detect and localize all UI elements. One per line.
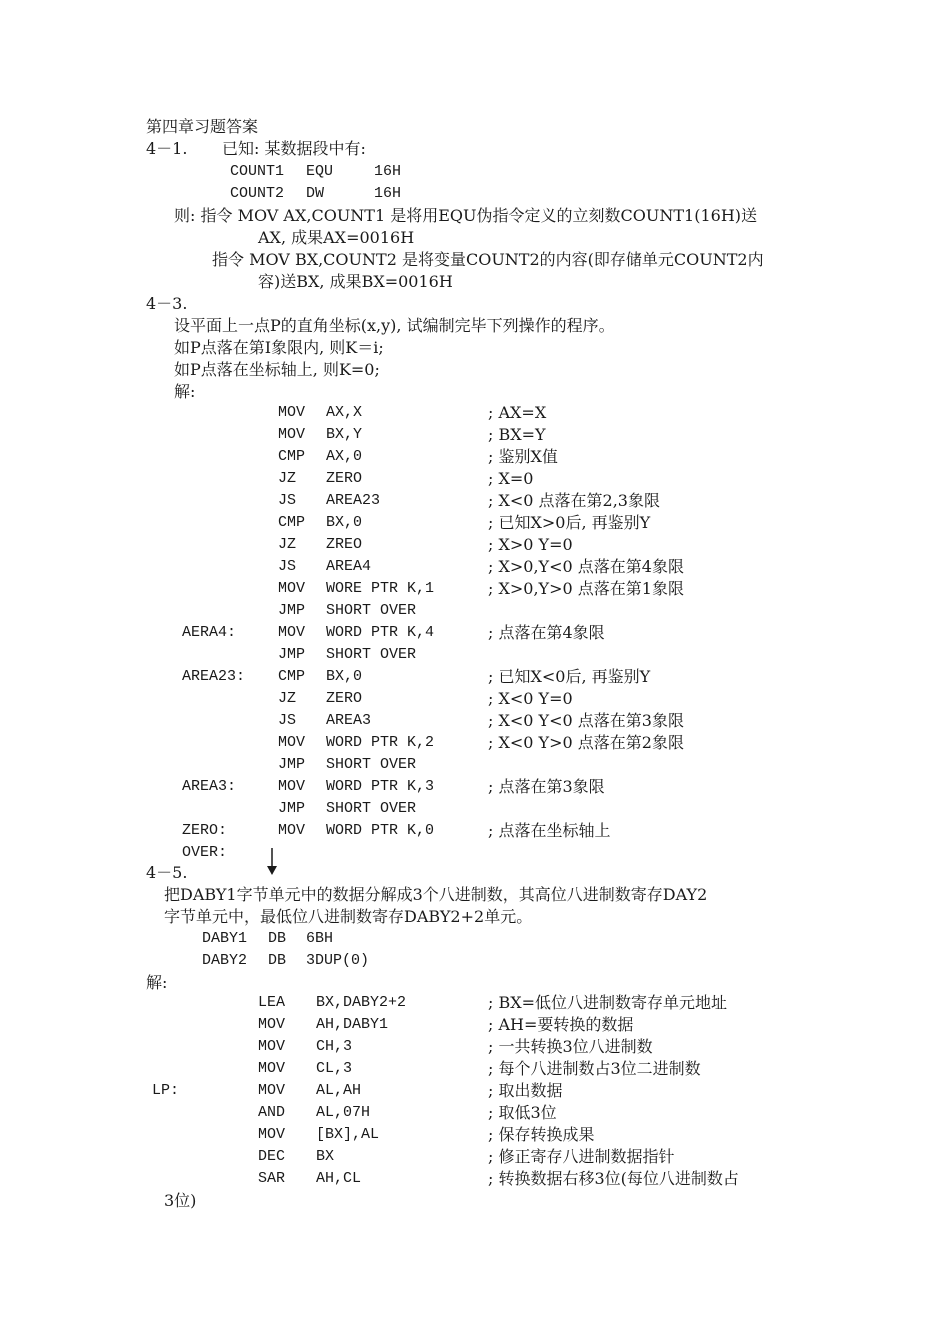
code-op: CMP	[278, 668, 306, 685]
q5-comment-wrap: 3位)	[164, 1191, 197, 1210]
code-arg: WORD PTR K,0	[326, 822, 435, 839]
code-op: JZ	[278, 690, 297, 707]
code-arg: BX	[316, 1148, 335, 1165]
code-comment: ; X<0 Y=0	[488, 689, 573, 708]
q1-intro: 已知: 某数据段中有:	[222, 139, 366, 158]
q5-number: 4－5.	[146, 863, 188, 882]
q1-def-name: COUNT1	[230, 163, 285, 180]
code-arg: BX,Y	[326, 426, 363, 443]
code-op: MOV	[278, 580, 306, 597]
code-arg: WORD PTR K,4	[326, 624, 435, 641]
code-op: JMP	[278, 602, 306, 619]
code-arg: BX,0	[326, 668, 363, 685]
code-comment: ; X>0 Y=0	[488, 535, 573, 554]
q1-answer-line: 指令 MOV BX,COUNT2 是将变量COUNT2的内容(即存储单元COUNT2内	[212, 250, 764, 269]
code-arg: AREA4	[326, 558, 372, 575]
q1-def-op: EQU	[306, 163, 334, 180]
code-op: SAR	[258, 1170, 286, 1187]
q1-def-val: 16H	[374, 163, 402, 180]
code-arg: CH,3	[316, 1038, 353, 1055]
code-op: MOV	[278, 426, 306, 443]
code-arg: WORD PTR K,2	[326, 734, 435, 751]
code-op: JS	[278, 558, 297, 575]
code-op: MOV	[278, 734, 306, 751]
code-op: CMP	[278, 514, 306, 531]
code-label: AREA3:	[182, 778, 237, 795]
code-arg: ZERO	[326, 470, 363, 487]
code-arg: SHORT OVER	[326, 800, 417, 817]
q3-problem-line: 如P点落在坐标轴上, 则K=0;	[174, 360, 380, 379]
code-op: JMP	[278, 756, 306, 773]
code-arg: SHORT OVER	[326, 602, 417, 619]
q5-problem-line: 把DABY1字节单元中的数据分解成3个八进制数，其高位八进制数寄存DAY2	[164, 885, 708, 904]
code-op: MOV	[258, 1016, 286, 1033]
code-op: MOV	[258, 1082, 286, 1099]
code-comment: ; 点落在第3象限	[488, 777, 605, 796]
code-comment: ; BX=低位八进制数寄存单元地址	[488, 993, 728, 1012]
code-arg: AL,07H	[316, 1104, 371, 1121]
code-comment: ; 鉴别X值	[488, 447, 558, 466]
code-comment: ; X=0	[488, 469, 534, 488]
code-arg: CL,3	[316, 1060, 353, 1077]
q5-solution-label: 解:	[146, 973, 168, 992]
q3-problem-line: 如P点落在第Ⅰ象限内, 则K＝i;	[174, 338, 384, 357]
code-arg: BX,0	[326, 514, 363, 531]
code-op: JS	[278, 712, 297, 729]
q1-def-name: COUNT2	[230, 185, 285, 202]
code-arg: WORD PTR K,3	[326, 778, 435, 795]
q3-problem-line: 设平面上一点P的直角坐标(x,y), 试编制完毕下列操作的程序。	[174, 316, 615, 335]
code-op: MOV	[278, 624, 306, 641]
q1-answer-line: 则: 指令 MOV AX,COUNT1 是将用EQU伪指令定义的立刻数COUNT1(16H)送	[174, 206, 758, 225]
code-comment: ; 修正寄存八进制数据指针	[488, 1147, 675, 1166]
code-op: MOV	[278, 404, 306, 421]
code-comment: ; 取出数据	[488, 1081, 563, 1100]
q5-def-op: DB	[268, 952, 287, 969]
code-comment: ; AX=X	[488, 403, 547, 422]
code-comment: ; 已知X<0后, 再鉴别Y	[488, 667, 651, 686]
code-comment: ; 已知X>0后, 再鉴别Y	[488, 513, 651, 532]
code-label: AREA23:	[182, 668, 246, 685]
code-op: JZ	[278, 536, 297, 553]
code-comment: ; AH=要转换的数据	[488, 1015, 634, 1034]
code-op: MOV	[258, 1038, 286, 1055]
q1-answer-line: AX, 成果AX=0016H	[258, 228, 415, 247]
code-label: AERA4:	[182, 624, 237, 641]
code-op: JZ	[278, 470, 297, 487]
code-comment: ; 一共转换3位八进制数	[488, 1037, 653, 1056]
code-comment: ; X>0,Y<0 点落在第4象限	[488, 557, 684, 576]
code-arg: WORE PTR K,1	[326, 580, 435, 597]
code-arg: AH,DABY1	[316, 1016, 389, 1033]
q1-number: 4－1.	[146, 139, 188, 158]
code-op: JMP	[278, 646, 306, 663]
q5-def-val: 6BH	[306, 930, 334, 947]
code-comment: ; 点落在第4象限	[488, 623, 605, 642]
q1-answer-line: 容)送BX, 成果BX=0016H	[258, 272, 453, 291]
code-comment: ; X<0 Y<0 点落在第3象限	[488, 711, 684, 730]
code-comment: ; BX=Y	[488, 425, 546, 444]
code-arg: AX,0	[326, 448, 363, 465]
code-op: MOV	[278, 778, 306, 795]
q5-def-name: DABY2	[202, 952, 248, 969]
code-arg: AREA23	[326, 492, 381, 509]
code-comment: ; 取低3位	[488, 1103, 557, 1122]
code-arg: ZERO	[326, 690, 363, 707]
code-arg: BX,DABY2+2	[316, 994, 407, 1011]
q1-def-val: 16H	[374, 185, 402, 202]
code-op: JMP	[278, 800, 306, 817]
code-op: MOV	[258, 1060, 286, 1077]
code-comment: ; 点落在坐标轴上	[488, 821, 611, 840]
q5-problem-line: 字节单元中，最低位八进制数寄存DABY2+2单元。	[164, 907, 533, 926]
code-arg: AL,AH	[316, 1082, 362, 1099]
code-comment: ; X>0,Y>0 点落在第1象限	[488, 579, 684, 598]
code-comment: ; X<0 点落在第2,3象限	[488, 491, 660, 510]
q5-def-val: 3DUP(0)	[306, 952, 370, 969]
code-op: JS	[278, 492, 297, 509]
down-arrow-icon	[265, 848, 279, 876]
q5-def-name: DABY1	[202, 930, 248, 947]
code-op: LEA	[258, 994, 286, 1011]
q5-def-op: DB	[268, 930, 287, 947]
code-comment: ; X<0 Y>0 点落在第2象限	[488, 733, 684, 752]
code-label: ZERO:	[182, 822, 228, 839]
q3-number: 4－3.	[146, 294, 188, 313]
code-op: AND	[258, 1104, 286, 1121]
code-label: OVER:	[182, 844, 228, 861]
code-op: DEC	[258, 1148, 286, 1165]
code-arg: AH,CL	[316, 1170, 362, 1187]
q1-def-op: DW	[306, 185, 325, 202]
code-arg: AX,X	[326, 404, 363, 421]
code-arg: ZREO	[326, 536, 363, 553]
code-comment: ; 保存转换成果	[488, 1125, 595, 1144]
code-arg: AREA3	[326, 712, 372, 729]
code-arg: SHORT OVER	[326, 756, 417, 773]
code-op: MOV	[258, 1126, 286, 1143]
q3-solution-label: 解:	[174, 382, 196, 401]
code-arg: [BX],AL	[316, 1126, 380, 1143]
code-op: CMP	[278, 448, 306, 465]
page-title: 第四章习题答案	[146, 117, 259, 136]
code-op: MOV	[278, 822, 306, 839]
code-label: LP:	[152, 1082, 180, 1099]
code-comment: ; 每个八进制数占3位二进制数	[488, 1059, 701, 1078]
code-comment: ; 转换数据右移3位(每位八进制数占	[488, 1169, 739, 1188]
code-arg: SHORT OVER	[326, 646, 417, 663]
